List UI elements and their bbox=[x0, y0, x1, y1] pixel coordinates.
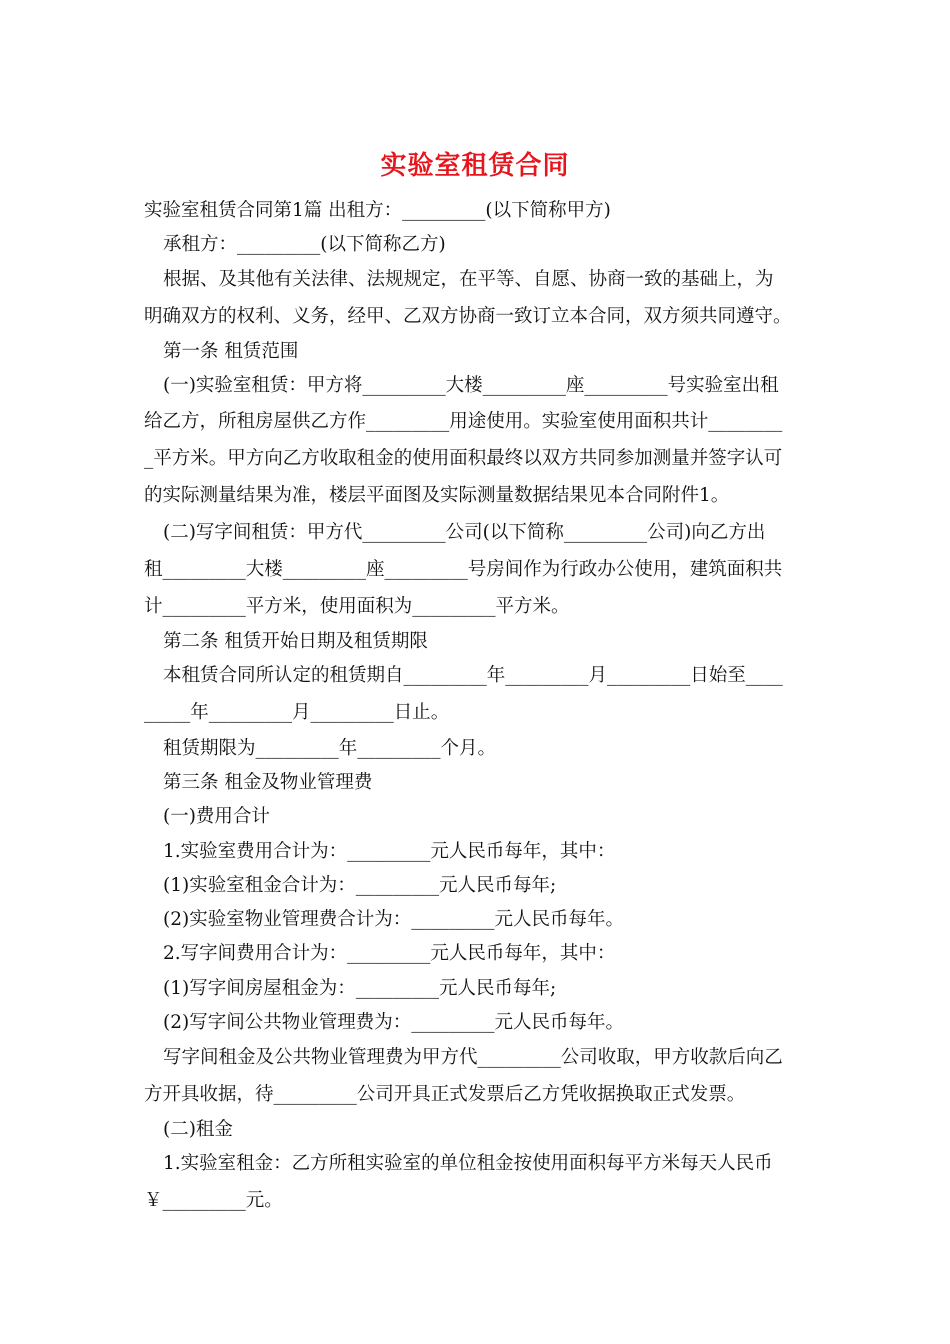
item-office-rent: (1)写字间房屋租金为：_________元人民币每年; bbox=[163, 978, 557, 999]
paragraph-office-lease-3: 计_________平方米，使用面积为_________平方米。 bbox=[144, 596, 570, 617]
item-lab-rent-rate-2: ￥_________元。 bbox=[144, 1190, 283, 1211]
paragraph-term-length: 租赁期限为_________年_________个月。 bbox=[163, 738, 497, 759]
paragraph-term-2: _____年_________月_________日止。 bbox=[144, 702, 450, 723]
item-office-property-fee: (2)写字间公共物业管理费为：_________元人民币每年。 bbox=[163, 1012, 624, 1033]
paragraph-term-1: 本租赁合同所认定的租赁期自_________年_________月_________日始至____ bbox=[163, 665, 783, 686]
document-title: 实验室租赁合同 bbox=[380, 151, 570, 181]
paragraph-office-lease-2: 租_________大楼_________座_________号房间作为行政办公使用，建筑面积共 bbox=[144, 559, 783, 580]
item-lab-rent: (1)实验室租金合计为：_________元人民币每年; bbox=[163, 875, 557, 896]
line-basis-2: 明确双方的权利、义务，经甲、乙双方协商一致订立本合同，双方须共同遵守。 bbox=[144, 306, 792, 327]
paragraph-lab-lease-3: _平方米。甲方向乙方收取租金的使用面积最终以双方共同参加测量并签字认可 bbox=[144, 448, 783, 469]
article-1-heading: 第一条 租赁范围 bbox=[163, 341, 299, 362]
paragraph-lab-lease-1: (一)实验室租赁：甲方将_________大楼_________座_________号实验室出租 bbox=[163, 375, 779, 396]
paragraph-office-lease-1: (二)写字间租赁：甲方代_________公司(以下简称_________公司)向乙方出 bbox=[163, 522, 766, 543]
paragraph-collection-1: 写字间租金及公共物业管理费为甲方代_________公司收取，甲方收款后向乙 bbox=[163, 1047, 783, 1068]
item-office-fee-total: 2.写字间费用合计为：_________元人民币每年，其中： bbox=[163, 943, 616, 964]
article-2-heading: 第二条 租赁开始日期及租赁期限 bbox=[163, 631, 428, 652]
paragraph-lab-lease-2: 给乙方，所租房屋供乙方作_________用途使用。实验室使用面积共计________ bbox=[144, 411, 783, 432]
article-3-heading: 第三条 租金及物业管理费 bbox=[163, 772, 373, 793]
paragraph-lab-lease-4: 的实际测量结果为准，楼层平面图及实际测量数据结果见本合同附件1。 bbox=[144, 485, 730, 506]
line-intro: 实验室租赁合同第1篇 出租方：_________(以下简称甲方) bbox=[144, 200, 611, 221]
section-fee-total: (一)费用合计 bbox=[163, 806, 270, 827]
section-rent: (二)租金 bbox=[163, 1119, 233, 1140]
item-lab-property-fee: (2)实验室物业管理费合计为：_________元人民币每年。 bbox=[163, 909, 624, 930]
paragraph-collection-2: 方开具收据，待_________公司开具正式发票后乙方凭收据换取正式发票。 bbox=[144, 1084, 746, 1105]
line-tenant: 承租方：_________(以下简称乙方) bbox=[163, 234, 446, 255]
item-lab-rent-rate-1: 1.实验室租金：乙方所租实验室的单位租金按使用面积每平方米每天人民币 bbox=[163, 1153, 773, 1174]
item-lab-fee-total: 1.实验室费用合计为：_________元人民币每年，其中： bbox=[163, 841, 616, 862]
line-basis-1: 根据、及其他有关法律、法规规定，在平等、自愿、协商一致的基础上，为 bbox=[163, 269, 774, 290]
